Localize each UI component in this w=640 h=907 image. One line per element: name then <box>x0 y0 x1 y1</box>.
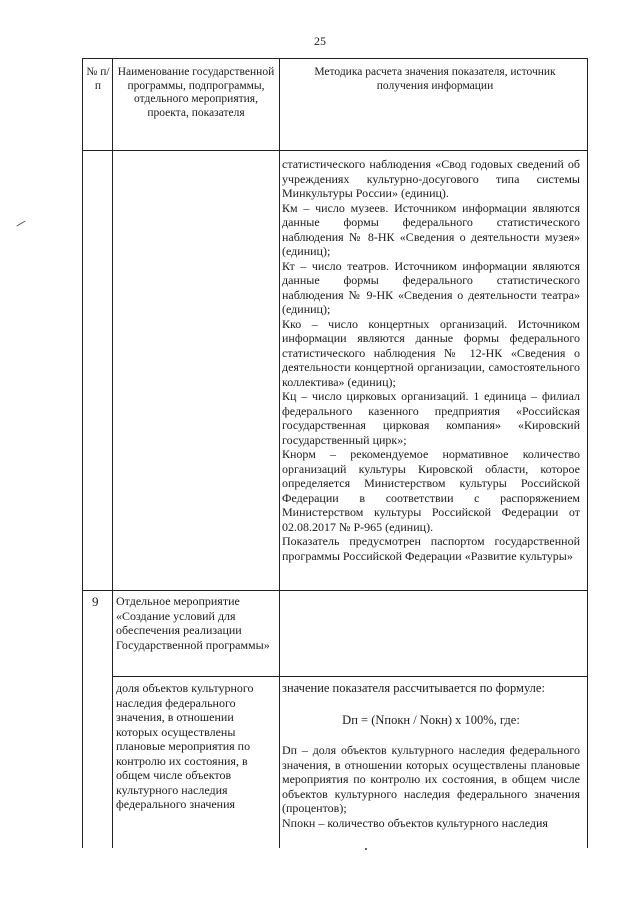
col-divider-1 <box>112 58 113 848</box>
paragraph-statistics: статистического наблюдения «Свод годовых сведений об учреждениях культурно-досугового типа системы Минкультуры России» (единиц). <box>282 157 580 200</box>
paragraph-concert-organizations: Кко – число концертных организаций. Источником информации являются данные формы федерального статистического наблюдения № 12-НК «Сведения о деятельности концертной организации, самостоятельного коллектива» (единиц); <box>282 316 580 389</box>
formula-intro: значение показателя рассчитывается по формуле: <box>282 681 545 695</box>
header-col-name: Наименование государственной программы, подпрограммы, отдельного мероприятия, проекта, показателя <box>117 66 275 119</box>
row-9-number: 9 <box>92 594 99 609</box>
indicator-name: доля объектов культурного наследия федерального значения, в отношении которых осуществлены плановые мероприятия по контролю их состояния, в общем числе объектов культурного наследия федерального значения <box>116 681 254 811</box>
page-number: 25 <box>314 34 326 48</box>
row-9-bottom-border <box>112 676 587 677</box>
header-bottom-border <box>82 150 587 151</box>
paragraph-normative-count: Кнорм – рекомендуемое нормативное количество организаций культуры Кировской области, которое определяется Министерством культуры Российской Федерации в соответствии с распоряжением Министерством культуры Российской Федерации от 02.08.2017 № Р-965 (единиц). <box>282 447 580 534</box>
pen-mark <box>16 221 25 227</box>
col-divider-2 <box>279 58 280 848</box>
table-right-border <box>587 58 588 848</box>
paragraph-passport-note: Показатель предусмотрен паспортом государственной программы Российской Федерации «Развитие культуры» <box>282 534 580 563</box>
indicator-definitions <box>282 743 580 830</box>
definition-npokn: Nпокн – количество объектов культурного наследия <box>282 815 548 830</box>
paragraph-museums: Км – число музеев. Источником информации являются данные формы федерального статистического наблюдения № 8-НК «Сведения о деятельности музея» (единиц); <box>282 200 580 258</box>
paragraph-theatres: Кт – число театров. Источником информации являются данные формы федерального статистического наблюдения № 9-НК «Сведения о деятельности театра» (единиц); <box>282 258 580 316</box>
table-left-border <box>82 58 83 848</box>
header-col-number: № п/п <box>86 66 110 92</box>
methodology-text-continued <box>282 157 580 563</box>
row-9-name: Отдельное мероприятие «Создание условий для обеспечения реализации Государственной программы» <box>116 594 270 652</box>
definition-dp: Dп – доля объектов культурного наследия федерального значения, в отношении которых осуществлены плановые мероприятия по контролю их состояния, в общем числе объектов культурного наследия федерального значения (процентов); <box>282 743 580 815</box>
table-top-border <box>82 58 587 59</box>
dot-mark <box>365 848 367 850</box>
indicator-formula: Dп = (Nпокн / Nокн) x 100%, где: <box>342 713 520 727</box>
indicator-intro <box>282 681 580 696</box>
header-col-methodology: Методика расчета значения показателя, источник получения информации <box>314 66 556 92</box>
row-9-top-border <box>82 590 587 591</box>
paragraph-circus-organizations: Кц – число цирковых организаций. 1 единица – филиал федерального казенного предприятия «Российская государственная цирковая компания» «Кировский государственный цирк»; <box>282 389 580 447</box>
